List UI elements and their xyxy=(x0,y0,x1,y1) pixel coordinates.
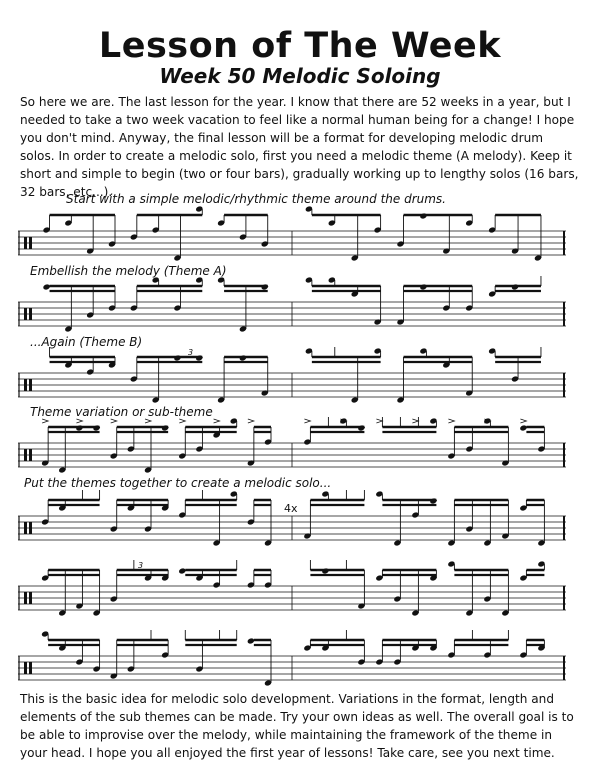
accent-mark xyxy=(76,419,82,423)
page-subtitle: Week 50 Melodic Soloing xyxy=(159,64,441,88)
percussion-clef xyxy=(24,379,27,391)
accent-mark xyxy=(304,419,310,423)
percussion-clef xyxy=(24,237,27,249)
staff-theme-b xyxy=(18,347,566,407)
percussion-clef xyxy=(24,449,27,461)
percussion-clef xyxy=(29,592,32,604)
staff-solo-line-1 xyxy=(18,490,566,550)
page-title: Lesson of The Week xyxy=(98,26,502,66)
caption-sub-theme: Theme variation or sub-theme xyxy=(30,405,213,419)
percussion-clef xyxy=(24,662,27,674)
percussion-clef xyxy=(29,308,32,320)
triplet-mark: 3 xyxy=(138,561,144,570)
accent-mark xyxy=(145,419,151,423)
triplet-mark: 3 xyxy=(188,348,194,357)
accent-mark xyxy=(42,419,48,423)
outro-paragraph: This is the basic idea for melodic solo development. Variations in the format, length and elements of the sub themes can be made. Try your own ideas as well. The overall goal is to be able to improvise over the melody, while maintaining the framework of the theme in your head. I hope you all enjoyed the first year of lessons! Take care, see you next time. xyxy=(20,692,574,760)
staff-solo-line-3 xyxy=(18,630,566,690)
percussion-clef xyxy=(29,449,32,461)
accent-mark xyxy=(376,419,382,423)
staff-sub-theme xyxy=(18,417,566,477)
percussion-clef xyxy=(24,308,27,320)
caption-theme-a: Embellish the melody (Theme A) xyxy=(30,264,227,278)
staff-theme-a xyxy=(18,276,566,336)
percussion-clef xyxy=(24,522,27,534)
accent-mark xyxy=(111,419,117,423)
accent-mark xyxy=(520,419,526,423)
repeat-mark: 4x xyxy=(284,502,298,515)
accent-mark xyxy=(412,419,418,423)
caption-melodic-solo: Put the themes together to create a melodic solo... xyxy=(24,476,332,490)
staff-solo-line-2 xyxy=(18,560,566,620)
percussion-clef xyxy=(29,379,32,391)
percussion-clef xyxy=(24,592,27,604)
percussion-clef xyxy=(29,237,32,249)
staff-simple-theme xyxy=(18,205,566,265)
accent-mark xyxy=(179,419,185,423)
intro-paragraph: So here we are. The last lesson for the year. I know that there are 52 weeks in a year, but I needed to take a two week vacation to feel like a normal human being for a change! I hope you don't mind. Anyway, the final lesson will be a format for developing melodic drum solos. In order to create a melodic solo, first you need a melodic theme (A melody). Keep it short and simple to begin (two or four bars), gradually working up to lengthy solos (16 bars, 32 bars, etc...). xyxy=(20,95,579,199)
accent-mark xyxy=(214,419,220,423)
accent-mark xyxy=(448,419,454,423)
percussion-clef xyxy=(29,662,32,674)
caption-simple-theme: Start with a simple melodic/rhythmic theme around the drums. xyxy=(66,192,446,206)
accent-mark xyxy=(248,419,254,423)
caption-theme-b: ...Again (Theme B) xyxy=(30,335,143,349)
percussion-clef xyxy=(29,522,32,534)
